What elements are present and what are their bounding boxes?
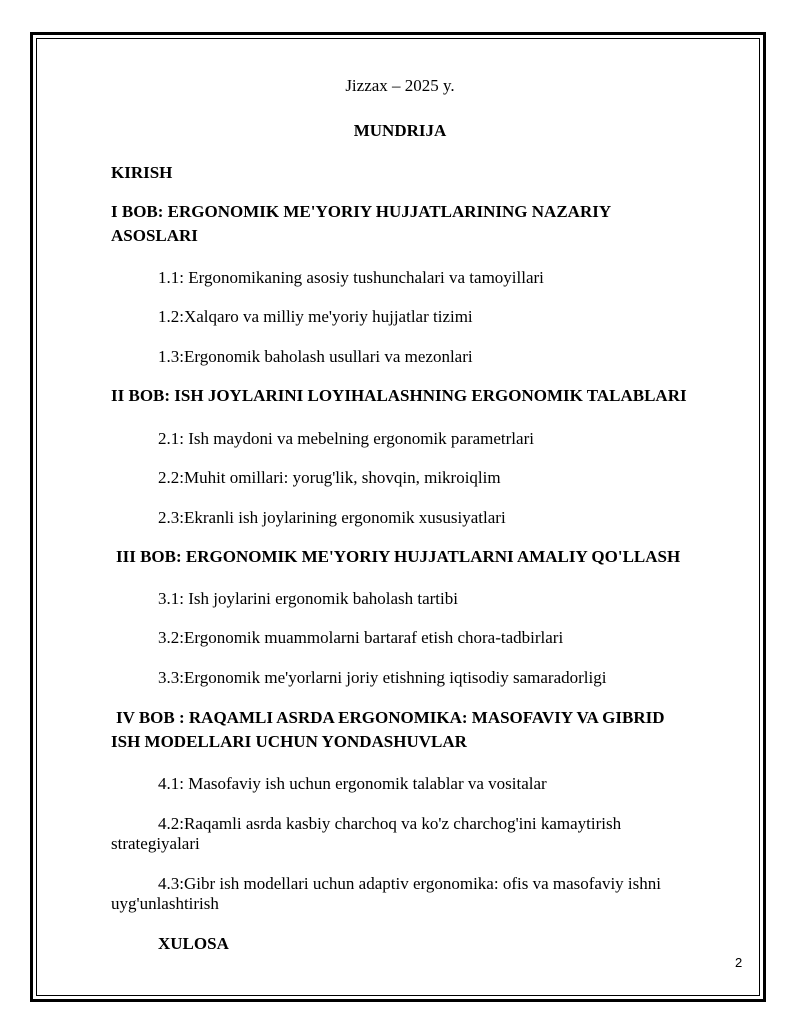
- toc-item-4-1: 4.1: Masofaviy ish uchun ergonomik talablar va vositalar: [158, 774, 547, 793]
- toc-item-4-3-line2: uyg'unlashtirish: [111, 894, 219, 913]
- toc-item-4-2-line1: 4.2:Raqamli asrda kasbiy charchoq va ko'z charchog'ini kamaytirish: [158, 814, 622, 833]
- chapter2-title: II BOB: ISH JOYLARINI LOYIHALASHNING ERGONOMIK TALABLARI: [111, 386, 687, 405]
- toc-item-4-3-line1: 4.3:Gibr ish modellari uchun adaptiv ergonomika: ofis va masofaviy ishni: [158, 874, 661, 893]
- toc-item-1-2: 1.2:Xalqaro va milliy me'yoriy hujjatlar tizimi: [158, 307, 473, 326]
- toc-item-2-3: 2.3:Ekranli ish joylarining ergonomik xususiyatlari: [158, 508, 506, 527]
- toc-item-2-2: 2.2:Muhit omillari: yorug'lik, shovqin, mikroiqlim: [158, 468, 501, 487]
- chapter4-title-line2: ISH MODELLARI UCHUN YONDASHUVLAR: [111, 732, 467, 751]
- chapter4-title-line1: IV BOB : RAQAMLI ASRDA ERGONOMIKA: MASOFAVIY VA GIBRID: [116, 708, 665, 727]
- toc-item-1-3: 1.3:Ergonomik baholash usullari va mezonlari: [158, 347, 473, 366]
- place-year: Jizzax – 2025 y.: [345, 76, 455, 95]
- toc-title: MUNDRIJA: [353, 121, 447, 140]
- page-number: 2: [735, 955, 743, 970]
- toc-conclusion: XULOSA: [158, 934, 229, 953]
- toc-item-3-3: 3.3:Ergonomik me'yorlarni joriy etishning iqtisodiy samaradorligi: [158, 668, 607, 687]
- chapter1-title-line2: ASOSLARI: [111, 226, 198, 245]
- toc-item-2-1: 2.1: Ish maydoni va mebelning ergonomik parametrlari: [158, 429, 534, 448]
- chapter3-title: III BOB: ERGONOMIK ME'YORIY HUJJATLARNI AMALIY QO'LLASH: [116, 547, 681, 566]
- toc-intro: KIRISH: [111, 163, 173, 182]
- chapter1-title-line1: I BOB: ERGONOMIK ME'YORIY HUJJATLARINING NAZARIY: [111, 202, 612, 221]
- toc-item-1-1: 1.1: Ergonomikaning asosiy tushunchalari va tamoyillari: [158, 268, 544, 287]
- toc-item-3-2: 3.2:Ergonomik muammolarni bartaraf etish chora-tadbirlari: [158, 628, 564, 647]
- toc-item-4-2-line2: strategiyalari: [111, 834, 200, 853]
- toc-item-3-1: 3.1: Ish joylarini ergonomik baholash tartibi: [158, 589, 458, 608]
